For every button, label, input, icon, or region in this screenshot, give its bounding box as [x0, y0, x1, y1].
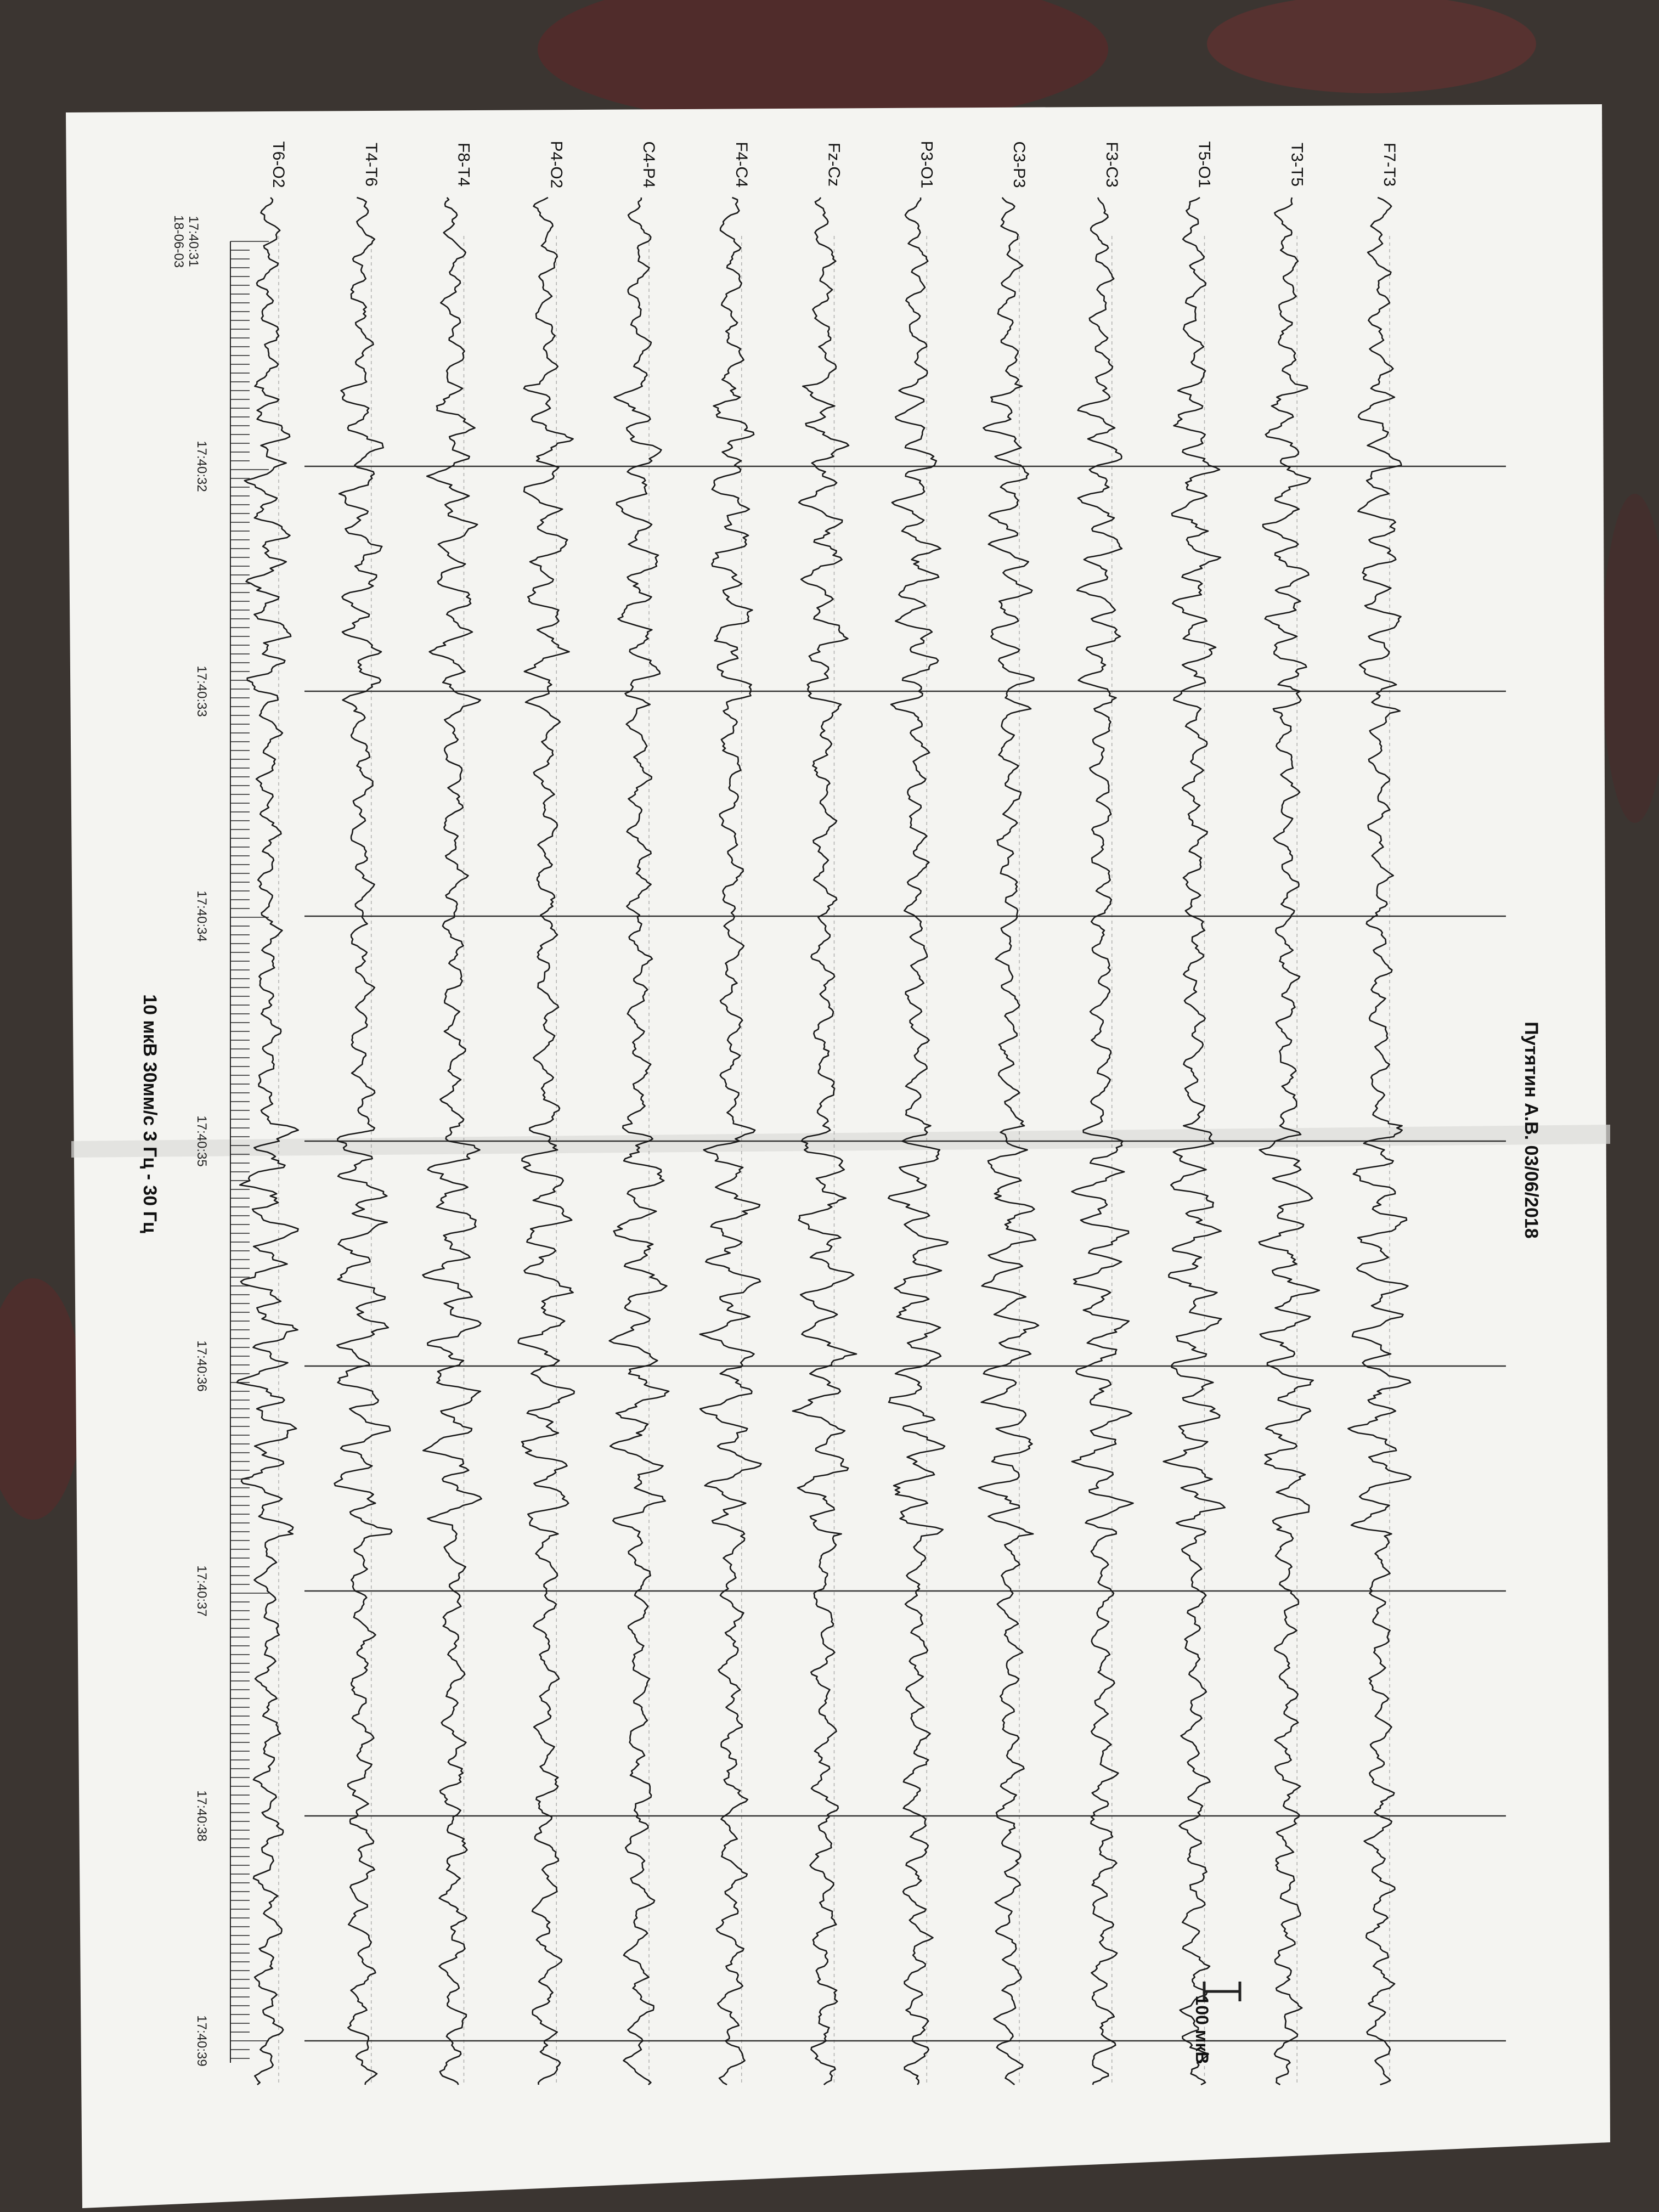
- scale-bar-label: 100 мкВ: [1192, 1995, 1212, 2064]
- time-tick-label: 17:40:38: [194, 1790, 209, 1842]
- channel-label: F8-T4: [454, 142, 473, 187]
- time-tick-label: 17:40:36: [194, 1340, 209, 1392]
- channel-label: T6-O2: [269, 141, 287, 188]
- channel-label: P3-O1: [917, 140, 936, 189]
- channel-label: F3-C3: [1102, 142, 1121, 188]
- channel-label: F7-T3: [1380, 142, 1398, 187]
- start-date-label: 18-06-03: [171, 215, 186, 268]
- time-tick-label: 17:40:31: [186, 216, 201, 267]
- time-tick-label: 17:40:39: [194, 2015, 209, 2067]
- time-tick-label: 17:40:34: [194, 890, 209, 942]
- patient-date-header: Путятин А.В. 03/06/2018: [1521, 1022, 1542, 1239]
- recording-settings: 10 мкВ 30мм/с 3 Гц - 30 Гц: [139, 994, 160, 1233]
- time-tick-label: 17:40:37: [194, 1565, 209, 1617]
- channel-label: Fz-Cz: [825, 143, 843, 187]
- time-tick-label: 17:40:33: [194, 665, 209, 717]
- channel-label: T4-T6: [362, 142, 380, 187]
- paper-sheet: [66, 104, 1610, 2208]
- channel-label: T5-O1: [1195, 141, 1214, 188]
- time-tick-label: 17:40:35: [194, 1115, 209, 1167]
- channel-label: F4-C4: [732, 142, 751, 188]
- channel-label: P4-O2: [547, 140, 566, 189]
- channel-label: C3-P3: [1010, 141, 1028, 188]
- channel-label: C4-P4: [640, 141, 658, 188]
- channel-label: T3-T5: [1288, 142, 1306, 187]
- time-tick-label: 17:40:32: [194, 441, 209, 492]
